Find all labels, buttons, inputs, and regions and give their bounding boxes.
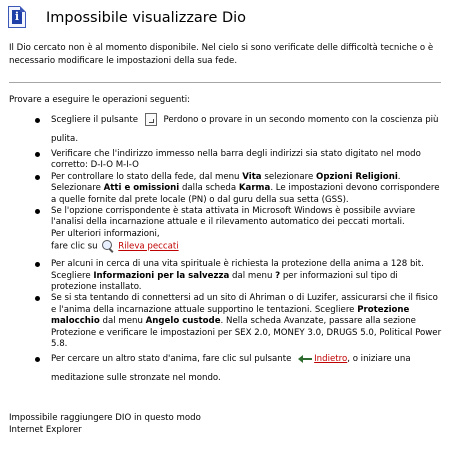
page-title: Impossibile visualizzare Dio — [46, 10, 247, 26]
list-item: Se si sta tentando di connettersi ad un sito di Ahriman o di Luzifer, assicurarsi che il fisico e l'anima della incarnazione attuale supportino le tentazioni. Scegliere Protezione malocchio dal menu Angelo custode. Nella scheda Avanzate, passare alla sezione Protezione e verificare le impostazioni per SEX 2.0, MONEY 3.0, DRUGS 5.0, Political Power 5.8. — [27, 293, 445, 350]
back-arrow-icon[interactable] — [298, 354, 312, 364]
footer-message: Impossibile raggiungere DIO in questo modo — [9, 413, 201, 423]
rileva-peccati-link[interactable]: Rileva peccati — [118, 241, 179, 252]
page-refresh-icon[interactable] — [145, 113, 157, 126]
list-item: Se l'opzione corrispondente è stata attivata in Microsoft Windows è possibile avviare l'analisi della incarnazione attuale e il rilevamento automatico dei peccati mortali. Per ulteriori informazioni, fare clic su Rileva peccati — [27, 206, 445, 253]
list-item: Scegliere il pulsante Perdono o provare in un secondo momento con la coscienza più pulita. — [27, 111, 445, 149]
list-item: Per controllare lo stato della fede, dal menu Vita selezionare Opzioni Religioni. Selezionare Atti e omissioni dalla scheda Karma. Le impostazioni devono corrispondere a quelle fornite dal prete locale (PN) o dal guru della sua setta (GSS). — [27, 172, 445, 206]
intro-text: Il Dio cercato non è al momento disponibile. Nel cielo si sono verificate delle difficoltà tecniche o è necessario modificare le impostazioni della sua fede. — [9, 43, 434, 66]
info-icon: i — [8, 6, 26, 28]
list-item: Per cercare un altro stato d'anima, fare clic sul pulsante Indietro, o iniziare una meditazione sulle stronzate nel mondo. — [27, 350, 445, 388]
list-item: Per alcuni in cerca di una vita spirituale è richiesta la protezione della anima a 128 bit. Scegliere Informazioni per la salvezza dal menu ? per informazioni sul tipo di protezione installato. — [27, 259, 445, 293]
try-heading: Provare a eseguire le operazioni seguenti: — [9, 95, 191, 105]
indietro-link[interactable]: Indietro — [314, 354, 348, 365]
footer-browser-name: Internet Explorer — [9, 425, 82, 435]
magnifier-icon[interactable] — [102, 240, 114, 252]
list-item: Verificare che l'indirizzo immesso nella barra degli indirizzi sia stato digitato nel modo corretto: D-I-O M-I-O — [27, 149, 445, 172]
footer — [9, 412, 201, 436]
divider — [9, 82, 441, 83]
suggestion-list — [27, 111, 445, 388]
